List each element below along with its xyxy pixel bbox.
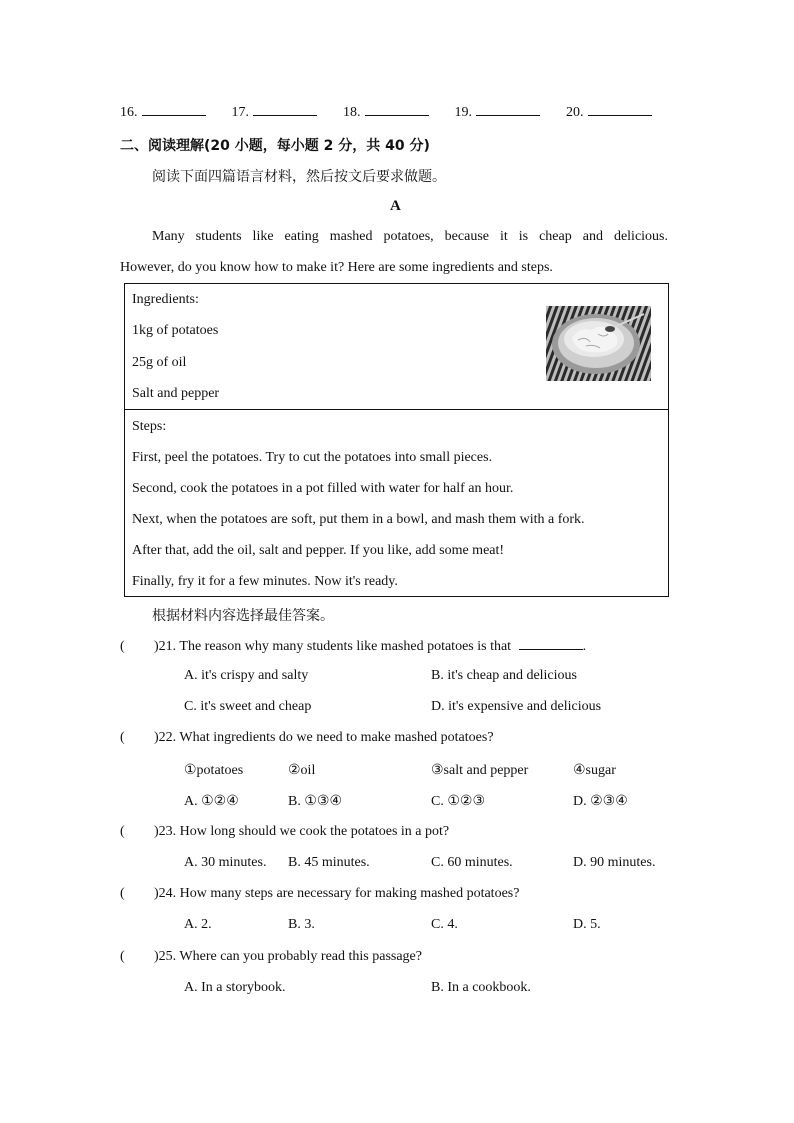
option[interactable]: B. 45 minutes.: [288, 855, 370, 870]
option[interactable]: B. In a cookbook.: [431, 980, 531, 995]
question-25: [120, 949, 422, 965]
blank-line: [253, 103, 317, 116]
ingredients-heading: Ingredients:: [132, 292, 199, 307]
answer-blank-18[interactable]: [343, 103, 451, 121]
option[interactable]: A. ①②④: [184, 794, 239, 809]
option[interactable]: C. 4.: [431, 917, 458, 932]
passage-title: A: [390, 198, 401, 214]
answer-blank-16[interactable]: [120, 103, 228, 121]
blank-number: 20.: [566, 105, 584, 120]
step-item: After that, add the oil, salt and pepper. If you like, add some meat!: [132, 543, 505, 558]
answer-blank-20[interactable]: [566, 103, 674, 121]
option[interactable]: D. ②③④: [573, 794, 628, 809]
question-end: .: [582, 639, 587, 654]
sub-item: ④sugar: [573, 763, 616, 778]
question-23: [120, 824, 449, 840]
answer-paren[interactable]: (: [120, 730, 125, 745]
blank-number: 18.: [343, 105, 361, 120]
answer-blank-17[interactable]: [232, 103, 340, 121]
question-text: )23. How long should we cook the potatoes in a pot?: [154, 824, 450, 839]
question-text: )25. Where can you probably read this passage?: [154, 949, 422, 964]
option[interactable]: B. ①③④: [288, 794, 342, 809]
answer-blank-19[interactable]: [455, 103, 563, 121]
option[interactable]: A. In a storybook.: [184, 980, 286, 995]
ingredients-box: [124, 283, 669, 410]
option[interactable]: D. it's expensive and delicious: [431, 699, 602, 714]
option[interactable]: D. 5.: [573, 917, 601, 932]
question-24: [120, 886, 519, 902]
blank-line: [476, 103, 540, 116]
option[interactable]: D. 90 minutes.: [573, 855, 656, 870]
passage-intro-line-1: Many students like eating mashed potatoes, because it is cheap and delicious.: [152, 229, 668, 244]
section-instruction: 阅读下面四篇语言材料，然后按文后要求做题。: [152, 169, 446, 185]
question-text: )21. The reason why many students like mashed potatoes is that: [154, 639, 512, 654]
answer-paren[interactable]: (: [120, 886, 125, 901]
answer-blank-row: [120, 103, 674, 121]
step-item: Next, when the potatoes are soft, put them in a bowl, and mash them with a fork.: [132, 512, 585, 527]
option[interactable]: C. ①②③: [431, 794, 485, 809]
blank-number: 16.: [120, 105, 138, 120]
steps-box: [124, 409, 669, 597]
sub-item: ②oil: [288, 763, 316, 778]
ingredient-item: 1kg of potatoes: [132, 323, 219, 338]
answer-paren[interactable]: (: [120, 949, 125, 964]
question-21: [120, 637, 586, 655]
sub-item: ③salt and pepper: [431, 763, 529, 778]
option[interactable]: A. 2.: [184, 917, 212, 932]
blank-line: [588, 103, 652, 116]
question-text: )24. How many steps are necessary for making mashed potatoes?: [154, 886, 520, 901]
blank-number: 19.: [454, 105, 472, 120]
section-heading: 二、阅读理解(20 小题，每小题 2 分，共 40 分): [120, 138, 430, 154]
ingredient-item: Salt and pepper: [132, 386, 220, 401]
ingredient-item: 25g of oil: [132, 355, 187, 370]
step-item: Finally, fry it for a few minutes. Now it's ready.: [132, 574, 398, 589]
passage-intro-line-2: However, do you know how to make it? Here are some ingredients and steps.: [120, 260, 553, 275]
fill-blank[interactable]: [519, 637, 583, 650]
answer-paren[interactable]: (: [120, 639, 125, 654]
step-item: Second, cook the potatoes in a pot filled with water for half an hour.: [132, 481, 514, 496]
sub-item: ①potatoes: [184, 763, 244, 778]
option[interactable]: B. 3.: [288, 917, 315, 932]
blank-line: [142, 103, 206, 116]
question-22: [120, 730, 494, 746]
blank-line: [365, 103, 429, 116]
question-text: )22. What ingredients do we need to make mashed potatoes?: [154, 730, 494, 745]
mashed-potato-photo: [546, 306, 651, 381]
option[interactable]: A. it's crispy and salty: [184, 668, 309, 683]
option[interactable]: C. 60 minutes.: [431, 855, 513, 870]
steps-heading: Steps:: [132, 419, 167, 434]
answer-paren[interactable]: (: [120, 824, 125, 839]
step-item: First, peel the potatoes. Try to cut the potatoes into small pieces.: [132, 450, 493, 465]
mashed-potato-plate-photo-icon: [546, 306, 651, 381]
option[interactable]: B. it's cheap and delicious: [431, 668, 577, 683]
blank-number: 17.: [231, 105, 249, 120]
option[interactable]: C. it's sweet and cheap: [184, 699, 312, 714]
question-instruction: 根据材料内容选择最佳答案。: [152, 608, 334, 624]
option[interactable]: A. 30 minutes.: [184, 855, 267, 870]
